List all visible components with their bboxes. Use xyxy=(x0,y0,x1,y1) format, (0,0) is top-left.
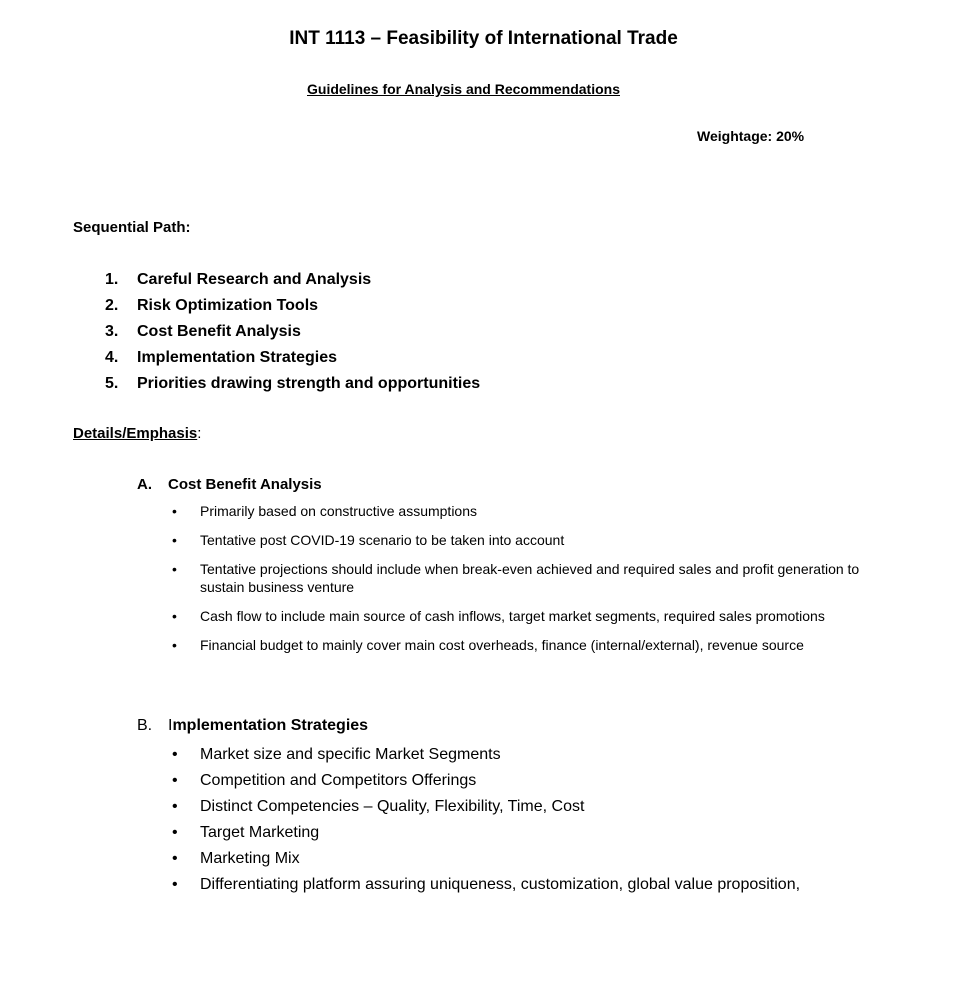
list-item-text: Distinct Competencies – Quality, Flexibility, Time, Cost xyxy=(200,798,585,815)
item-text: Implementation Strategies xyxy=(137,349,338,366)
section-b-title-initial: I xyxy=(168,717,173,734)
list-item-text: Marketing Mix xyxy=(200,850,300,867)
list-item xyxy=(172,873,862,897)
section-a-title: Cost Benefit Analysis xyxy=(168,476,322,493)
list-item xyxy=(172,795,862,819)
section-a-heading xyxy=(137,476,322,493)
list-item-text: Target Marketing xyxy=(200,824,320,841)
bullet-icon: • xyxy=(172,608,177,624)
list-item-text: Differentiating platform assuring uniqueness, customization, global value proposition, xyxy=(200,876,801,893)
list-item-text: Tentative post COVID-19 scenario to be taken into account xyxy=(200,532,565,548)
weightage-label: Weightage: 20% xyxy=(697,128,805,144)
bullet-icon: • xyxy=(172,746,178,763)
bullet-icon: • xyxy=(172,561,177,577)
item-number: 5. xyxy=(105,375,119,392)
list-item xyxy=(172,743,862,767)
list-item-text: Financial budget to mainly cover main cost overheads, finance (internal/external), revenue source xyxy=(200,637,804,653)
sequential-path-item xyxy=(105,319,480,345)
list-item xyxy=(172,821,862,845)
bullet-icon: • xyxy=(172,824,178,841)
list-item xyxy=(172,769,862,793)
list-item-text: Competition and Competitors Offerings xyxy=(200,772,477,789)
list-item-text: Cash flow to include main source of cash inflows, target market segments, required sales promotions xyxy=(200,608,825,624)
section-a-label: A. xyxy=(137,476,152,493)
sequential-path-item xyxy=(105,267,480,293)
sequential-path-item xyxy=(105,371,480,397)
list-item-text: Primarily based on constructive assumptions xyxy=(200,503,478,519)
item-text: Cost Benefit Analysis xyxy=(137,323,301,340)
sequential-path-heading: Sequential Path: xyxy=(73,219,191,236)
document-title: INT 1113 – Feasibility of International Trade xyxy=(289,28,678,49)
sequential-path-list xyxy=(105,267,480,397)
list-item xyxy=(172,847,862,871)
bullet-icon: • xyxy=(172,798,178,815)
item-text: Risk Optimization Tools xyxy=(137,297,319,314)
section-b-title: mplementation Strategies xyxy=(172,717,369,734)
item-number: 3. xyxy=(105,323,119,340)
bullet-icon: • xyxy=(172,532,177,548)
bullet-icon: • xyxy=(172,503,177,519)
bullet-icon: • xyxy=(172,850,178,867)
bullet-icon: • xyxy=(172,772,178,789)
item-number: 2. xyxy=(105,297,119,314)
list-item-text: Tentative projections should include when break-even achieved and required sales and profit generation to sustain business venture xyxy=(200,561,860,595)
list-item xyxy=(172,636,872,654)
details-emphasis-heading xyxy=(73,425,201,442)
details-colon: : xyxy=(197,425,202,442)
section-a-bullets xyxy=(172,502,872,665)
list-item-text: Market size and specific Market Segments xyxy=(200,746,501,763)
bullet-icon: • xyxy=(172,637,177,653)
details-emphasis-label: Details/Emphasis xyxy=(73,425,198,442)
item-text: Careful Research and Analysis xyxy=(137,271,372,288)
list-item xyxy=(172,502,872,520)
section-b-label: B. xyxy=(137,717,153,734)
list-item xyxy=(172,531,872,549)
list-item xyxy=(172,560,872,596)
list-item xyxy=(172,607,872,625)
bullet-icon: • xyxy=(172,876,178,893)
item-number: 4. xyxy=(105,349,119,366)
sequential-path-item xyxy=(105,345,480,371)
item-number: 1. xyxy=(105,271,119,288)
section-b-heading xyxy=(137,717,368,735)
sequential-path-item xyxy=(105,293,480,319)
section-b-bullets xyxy=(172,743,862,899)
document-subtitle: Guidelines for Analysis and Recommendations xyxy=(307,81,620,97)
item-text: Priorities drawing strength and opportunities xyxy=(137,375,481,392)
